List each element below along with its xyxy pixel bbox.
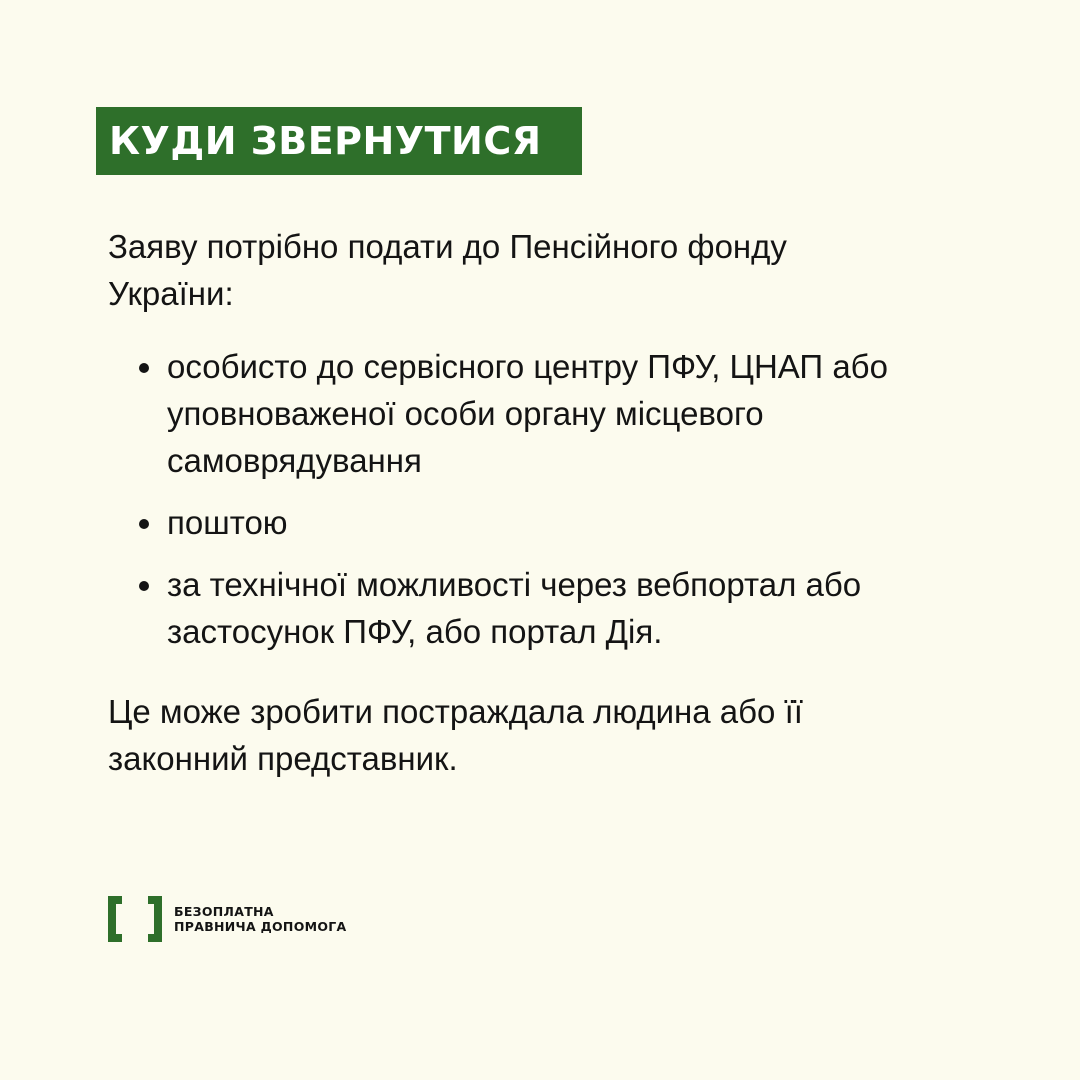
bullet-dot-icon (139, 581, 149, 591)
submission-methods-list (136, 343, 956, 670)
list-item-text: особисто до сервісного центру ПФУ, ЦНАП або уповноваженої особи органу місцевого самоврядування (167, 348, 888, 479)
square-brackets-icon (108, 896, 162, 942)
page-title: КУДИ ЗВЕРНУТИСЯ (109, 119, 542, 163)
outro-paragraph: Це може зробити постраждала людина або її законний представник. (108, 693, 803, 777)
list-item-text: поштою (167, 504, 288, 541)
logo-wordmark (174, 904, 347, 934)
logo-line-2: ПРАВНИЧА ДОПОМОГА (174, 919, 347, 934)
list-item (136, 561, 956, 655)
intro-paragraph: Заяву потрібно подати до Пенсійного фонду України: (108, 228, 787, 312)
bullet-dot-icon (139, 363, 149, 373)
list-item (136, 499, 956, 546)
list-item-text: за технічної можливості через вебпортал або застосунок ПФУ, або портал Дія. (167, 566, 862, 650)
organization-logo (108, 896, 347, 942)
heading-banner (96, 107, 582, 175)
logo-line-1: БЕЗОПЛАТНА (174, 904, 274, 919)
list-item (136, 343, 956, 484)
bullet-dot-icon (139, 519, 149, 529)
